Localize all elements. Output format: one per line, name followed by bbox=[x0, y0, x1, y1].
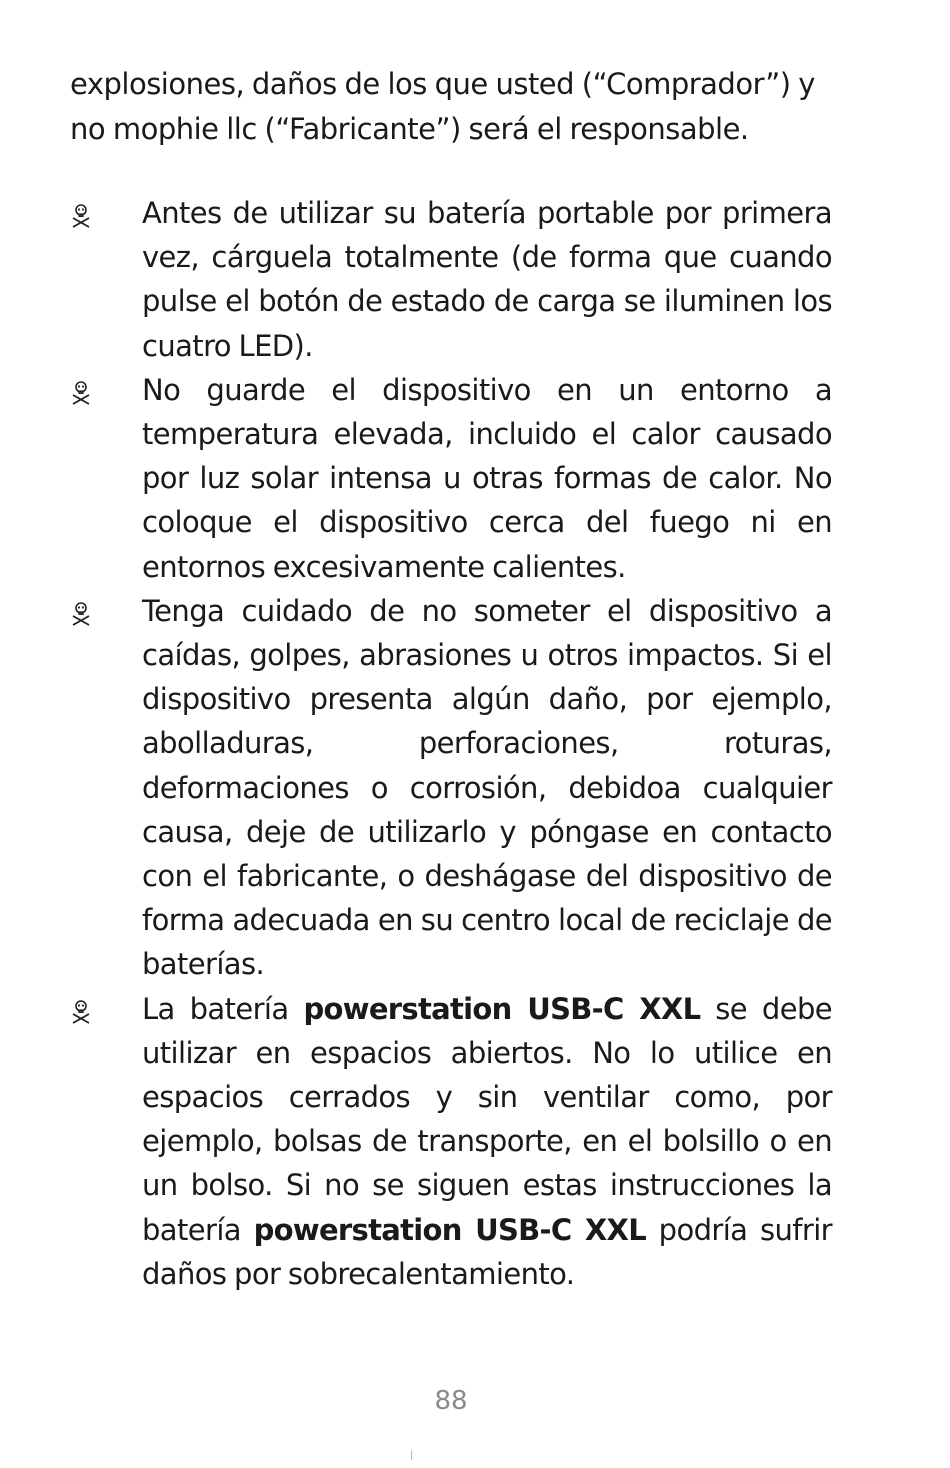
list-item-text-part: La batería bbox=[142, 991, 304, 1026]
intro-paragraph: explosiones, daños de los que usted (“Comprador”) y no mophie llc (“Fabricante”) será el responsable. bbox=[70, 67, 815, 146]
product-name: powerstation USB-C XXL bbox=[253, 1212, 646, 1247]
list-item-text-part: se debe utilizar en espacios abiertos. No lo utilice en espacios cerrados y sin ventilar como, por ejemplo, bolsas de transporte, en el bolsillo o en un bolso. Si no se siguen estas instrucciones la batería bbox=[142, 991, 832, 1247]
list-item bbox=[70, 589, 832, 987]
skull-crossbones-icon bbox=[70, 191, 142, 228]
list-item-text bbox=[142, 191, 832, 368]
crop-mark bbox=[411, 1450, 412, 1460]
list-item-text bbox=[142, 589, 832, 987]
list-item bbox=[70, 368, 832, 589]
document-page bbox=[70, 62, 832, 1296]
list-item-text-part: podría sufrir daños por sobrecalentamiento. bbox=[142, 1212, 832, 1291]
list-item bbox=[70, 987, 832, 1296]
list-item-text-part: No guarde el dispositivo en un entorno a temperatura elevada, incluido el calor causado por luz solar intensa u otras formas de calor. No coloque el dispositivo cerca del fuego ni en entornos excesivamente calientes. bbox=[142, 372, 832, 584]
skull-crossbones-icon bbox=[70, 589, 142, 626]
skull-crossbones-icon bbox=[70, 987, 142, 1024]
list-item-text bbox=[142, 368, 832, 589]
skull-crossbones-icon bbox=[70, 368, 142, 405]
list-item bbox=[70, 191, 832, 368]
list-item-text-part: Tenga cuidado de no someter el dispositivo a caídas, golpes, abrasiones u otros impactos. Si el dispositivo presenta algún daño, por ejemplo, abolladuras, perforaciones, roturas, deformaciones o corrosión, debidoa cualquier causa, deje de utilizarlo y póngase en contacto con el fabricante, o deshágase del dispositivo de forma adecuada en su centro local de reciclaje de baterías. bbox=[142, 593, 832, 982]
page-number: 88 bbox=[434, 1386, 468, 1416]
product-name: powerstation USB-C XXL bbox=[303, 991, 701, 1026]
list-item-text-part: Antes de utilizar su batería portable por primera vez, cárguela totalmente (de forma que cuando pulse el botón de estado de carga se iluminen los cuatro LED). bbox=[142, 196, 832, 363]
list-item-text bbox=[142, 987, 832, 1296]
